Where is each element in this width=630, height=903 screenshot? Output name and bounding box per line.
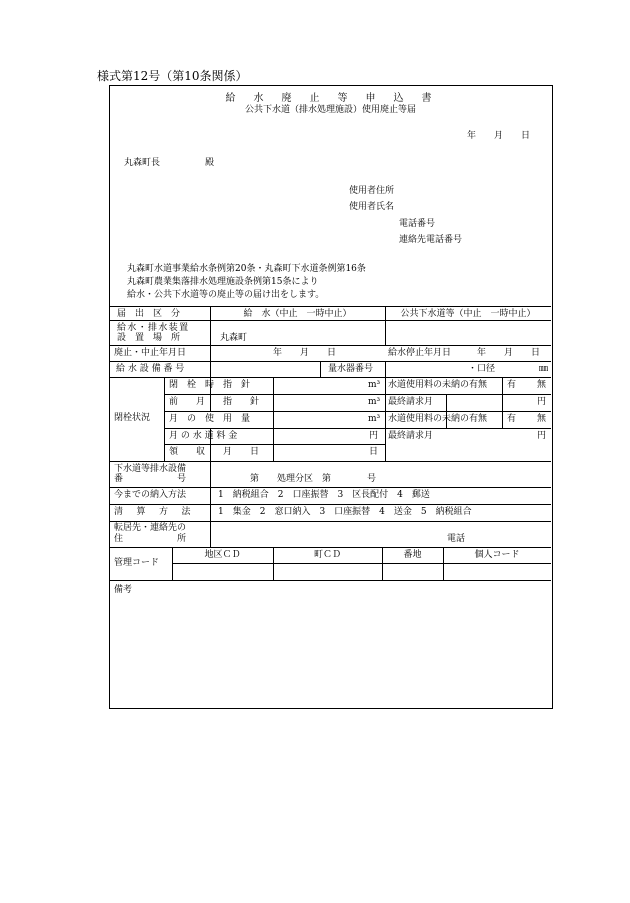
monthly-usage-label: 月 の 使 用 量: [169, 414, 251, 424]
stop-date-value: 年 月 日: [477, 348, 541, 358]
last-bill-month-label-2: 最終請求月: [388, 431, 434, 441]
unpaid-label-2: 水道使用料の未納の有無: [388, 414, 488, 424]
sewer-equipment-label-2: 番 号: [114, 474, 187, 484]
unpaid-yes-2: 有: [507, 414, 517, 424]
application-form: [109, 85, 553, 709]
body-text-line-2: 丸森町農業集落排水処理施設条例第15条により: [127, 277, 319, 287]
forwarding-address-label-2: 住 所: [114, 534, 187, 544]
forwarding-phone-label: 電話: [447, 534, 466, 544]
receipt-date-label: 領 収 月 日: [169, 447, 260, 457]
settlement-method-options: 1 集金 2 窓口納入 3 口座振替 4 送金 5 納税組合: [218, 507, 472, 517]
body-text-line-3: 給水・公共下水道等の廃止等の届け出をします。: [127, 290, 325, 300]
sewer-equipment-label-1: 下水道等排水設備: [114, 464, 187, 474]
town-cd-header: 町ＣＤ: [313, 550, 341, 560]
payment-method-label: 今までの納入方法: [114, 490, 187, 500]
addressee: 丸森町長 殿: [124, 158, 215, 168]
sewer-status: 公共下水道等（中止 一時中止）: [400, 309, 536, 319]
area-cd-header: 地区ＣＤ: [204, 550, 241, 560]
install-location-label-1: 給水・排水装置: [117, 323, 190, 333]
plug-status-label: 閉栓状況: [114, 413, 151, 423]
form-number: 様式第12号（第10条関係）: [97, 69, 248, 83]
monthly-fee-label: 月 の 水 道 料 金: [169, 431, 238, 441]
abolish-date-label: 廃止・中止年月日: [114, 348, 187, 358]
form-title: 給 水 廃 止 等 申 込 書: [225, 93, 436, 104]
payment-method-options: 1 納税組合 2 口座振替 3 区長配付 4 郵送: [218, 490, 430, 500]
personal-code-header: 個人コード: [474, 550, 520, 560]
last-bill-month-label-1: 最終請求月: [388, 397, 434, 407]
bore-label: ・口径: [468, 364, 496, 374]
submission-date: 年 月 日: [467, 131, 531, 141]
prev-reading-label: 前 月 指 針: [169, 397, 260, 407]
unpaid-label-1: 水道使用料の未納の有無: [388, 380, 488, 390]
equipment-number-label: 給 水 設 備 番 号: [116, 364, 185, 374]
forwarding-address-label-1: 転居先・連絡先の: [114, 523, 187, 533]
monthly-fee-unit: 円: [369, 431, 379, 441]
settlement-method-label: 清 算 方 法: [114, 507, 193, 517]
lot-number-header: 番地: [403, 550, 422, 560]
user-address-label: 使用者住所: [349, 186, 395, 196]
abolish-date-value: 年 月 日: [273, 348, 337, 358]
prev-reading-unit: m³: [368, 397, 381, 407]
mm-unit: ㎜: [539, 364, 549, 374]
meter-number-label: 量水器番号: [328, 364, 374, 374]
unpaid-no-1: 無: [537, 380, 547, 390]
install-location-label-2: 設 置 場 所: [117, 333, 181, 343]
install-location-value: 丸森町: [220, 333, 248, 343]
plug-reading-label: 閉 栓 時 指 針: [169, 380, 251, 390]
notification-category-label: 届 出 区 分: [117, 309, 181, 319]
body-text-line-1: 丸森町水道事業給水条例第20条・丸森町下水道条例第16条: [127, 264, 366, 274]
remarks-label: 備考: [114, 585, 133, 595]
last-bill-yen-1: 円: [537, 397, 547, 407]
plug-reading-unit: m³: [368, 380, 381, 390]
form-subtitle: 公共下水道（排水処理施設）使用廃止等届: [244, 105, 416, 115]
management-code-label: 管理コード: [114, 558, 160, 568]
sewer-equipment-value: 第 処理分区 第 号: [250, 474, 377, 484]
monthly-usage-unit: m³: [368, 414, 381, 424]
stop-date-label: 給水停止年月日: [388, 348, 452, 358]
unpaid-no-2: 無: [537, 414, 547, 424]
receipt-date-unit: 日: [369, 447, 379, 457]
water-supply-status: 給 水（中止 一時中止）: [243, 309, 352, 319]
contact-phone-label: 連絡先電話番号: [399, 235, 463, 245]
last-bill-yen-2: 円: [537, 431, 547, 441]
phone-label: 電話番号: [399, 219, 436, 229]
user-name-label: 使用者氏名: [349, 202, 395, 212]
unpaid-yes-1: 有: [507, 380, 517, 390]
